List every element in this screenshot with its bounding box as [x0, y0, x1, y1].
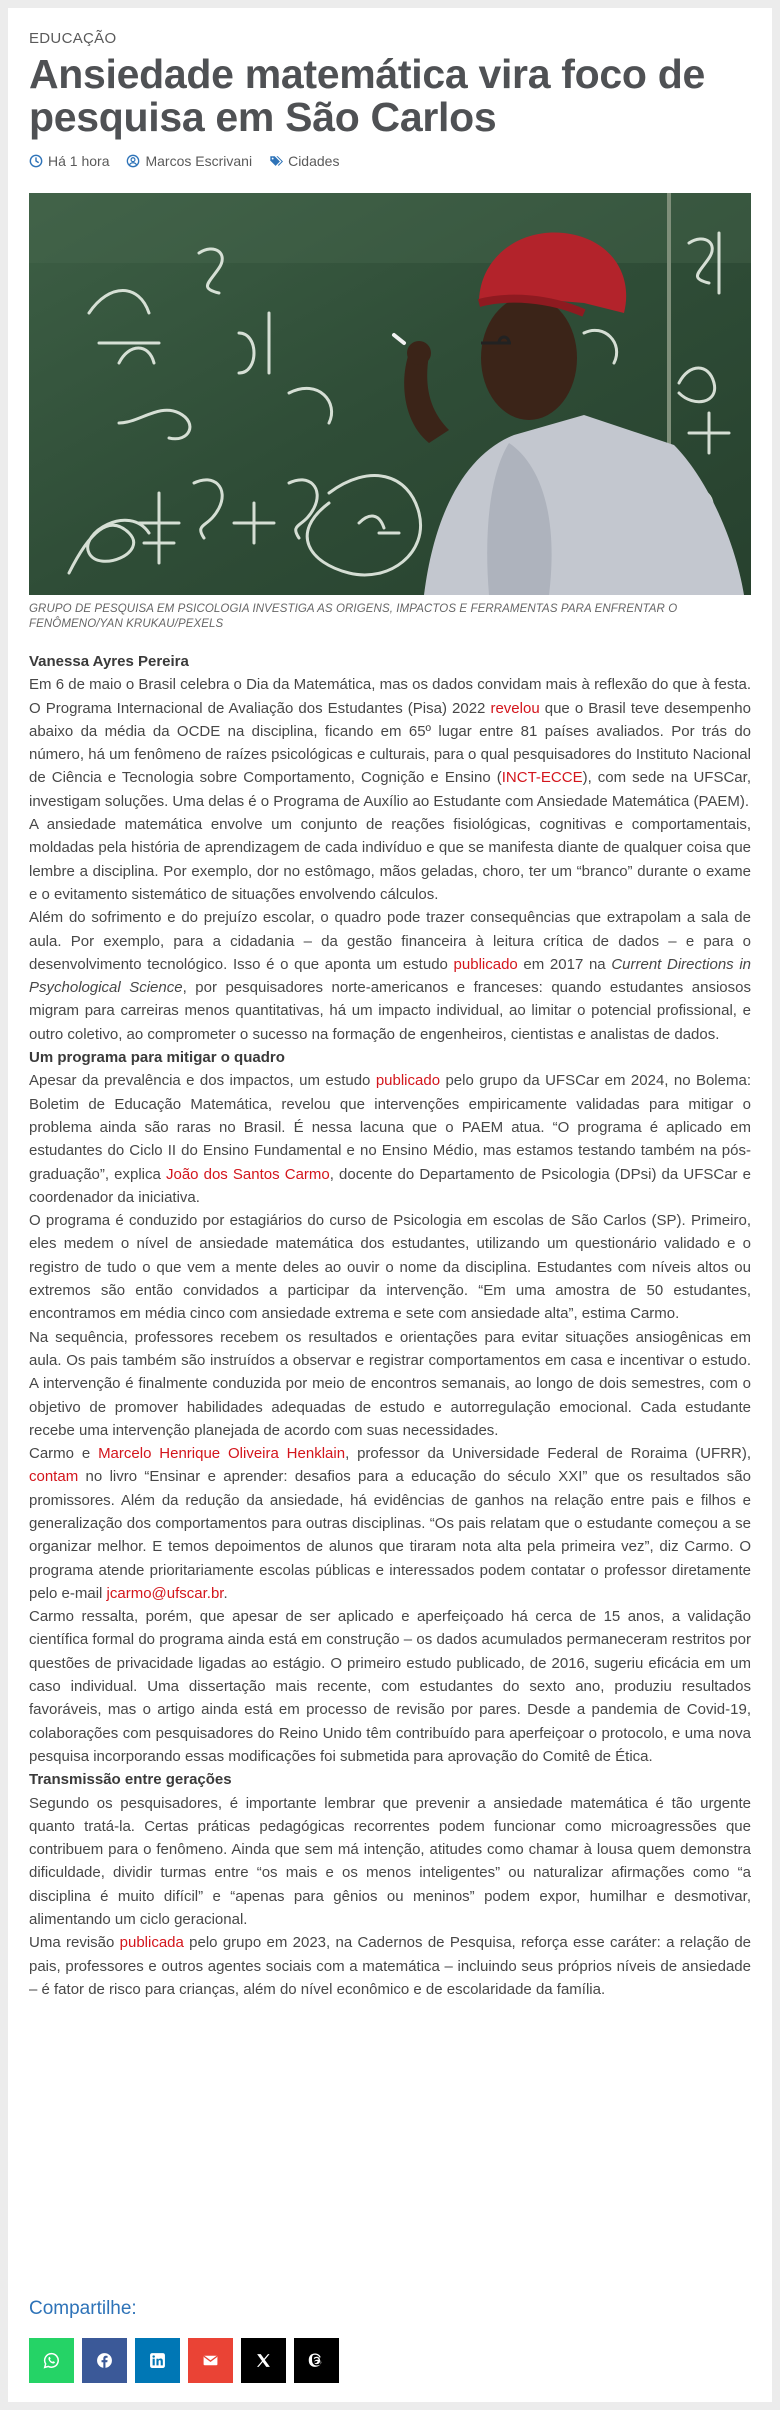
x-logo-icon [255, 2352, 272, 2369]
paragraph-6: Na sequência, professores recebem os resultados e orientações para evitar situações ansiogênicas em aula. Os pais também são instruídos a observar e registrar comportamentos em casa e incentivar o estudo. A intervenção é finalmente conduzida por meio de encontros semanais, ao longo de dois semestres, com o objetivo de promover habilidades adequadas de estudo e autorregulação emocional. Cada estudante recebe uma intervenção planejada de acordo com suas necessidades. [29, 1328, 751, 1439]
link-joao-carmo[interactable]: João dos Santos Carmo [165, 1165, 330, 1183]
meta-author[interactable] [126, 153, 252, 169]
link-marcelo-henklain[interactable]: Marcelo Henrique Oliveira Henklain [98, 1445, 346, 1463]
share-linkedin-button[interactable] [135, 2338, 180, 2383]
article-card [8, 8, 772, 2402]
paragraph-10: Uma revisão publicada pelo grupo em 2023, na Cadernos de Pesquisa, reforça esse caráter: a relação de pais, professores e outros agentes sociais com a matemática – incluindo seus próprios níveis de ansiedade – é fator de risco para crianças, além do nível econômico e de escolaridade da família. [29, 1934, 751, 1998]
envelope-icon [202, 2352, 219, 2369]
tags-icon [269, 154, 283, 168]
clock-icon [29, 154, 43, 168]
link-publicada-2023[interactable]: publicada [119, 1934, 184, 1952]
hero-image [29, 193, 751, 595]
meta-section-text[interactable]: Cidades [288, 153, 340, 169]
link-revelou[interactable]: revelou [490, 699, 540, 717]
byline: Vanessa Ayres Pereira [29, 653, 189, 670]
subheading-2: Transmissão entre gerações [29, 1771, 232, 1789]
link-publicado-2024[interactable]: publicado [375, 1072, 441, 1090]
article-meta [29, 153, 751, 169]
share-facebook-button[interactable] [82, 2338, 127, 2383]
share-threads-button[interactable] [294, 2338, 339, 2383]
paragraph-5: O programa é conduzido por estagiários do curso de Psicologia em escolas de São Carlos (SP). Primeiro, eles medem o nível de ansiedade matemática dos estudantes, utilizando um questionário validado e o registro de tudo o que vem a mente deles ao ouvir o nome da disciplina. Estudantes com níveis altos ou extremos são então convidados a participar da intervenção. “Em uma amostra de 50 estudantes, encontramos em média cinco com ansiedade extrema e sete com ansiedade alta”, estima Carmo. [29, 1212, 751, 1323]
whatsapp-icon [43, 2352, 60, 2369]
article-body [29, 650, 751, 2001]
paragraph-1: Em 6 de maio o Brasil celebra o Dia da Matemática, mas os dados convidam mais à reflexão do que à festa. O Programa Internacional de Avaliação dos Estudantes (Pisa) 2022 revelou que o Brasil teve desempenho abaixo da média da OCDE na disciplina, ficando em 65º lugar entre 81 países avaliados. Por trás do número, há um fenômeno de raízes psicológicas e culturais, para o qual pesquisadores do Instituto Nacional de Ciência e Tecnologia sobre Comportamento, Cognição e Ensino (INCT-ECCE), com sede na UFSCar, investigam soluções. Uma delas é o Programa de Auxílio ao Estudante com Ansiedade Matemática (PAEM). [29, 676, 751, 810]
meta-time [29, 153, 109, 169]
paragraph-8: Carmo ressalta, porém, que apesar de ser aplicado e aperfeiçoado há cerca de 15 anos, a validação científica formal do programa ainda está em construção – os dados acumulados permaneceram restritos por questões de privacidade ligadas ao estágio. O primeiro estudo publicado, de 2016, sugeriu eficácia em um caso individual. Uma dissertação mais recente, com estudantes do sexto ano, produziu resultados favoráveis, mas o artigo ainda está em processo de revisão por pares. Desde a pandemia de Covid-19, colaborações com pesquisadores do Reino Unido têm contribuído para aperfeiçoar o protocolo, e uma nova pesquisa incorporando essas modificações foi submetida para aprovação do Comitê de Ética. [29, 1608, 751, 1765]
share-whatsapp-button[interactable] [29, 2338, 74, 2383]
share-email-button[interactable] [188, 2338, 233, 2383]
meta-author-text[interactable]: Marcos Escrivani [145, 153, 253, 169]
category-label[interactable]: EDUCAÇÃO [29, 30, 117, 47]
facebook-icon [96, 2352, 113, 2369]
link-contam[interactable]: contam [29, 1468, 79, 1486]
paragraph-3: Além do sofrimento e do prejuízo escolar, o quadro pode trazer consequências que extrapolam a sala de aula. Por exemplo, para a cidadania – da gestão financeira à leitura crítica de dados – e para o desenvolvimento tecnológico. Isso é o que aponta um estudo publicado em 2017 na Current Directions in Psychological Science, por pesquisadores norte-americanos e franceses: quando estudantes ansiosos migram para carreiras menos quantitativas, há um impacto individual, ao limitar o potencial profissional, e outro coletivo, ao comprometer o sucesso na formação de engenheiros, cientistas e analistas de dados. [29, 909, 752, 1043]
linkedin-icon [149, 2352, 166, 2369]
image-caption: GRUPO DE PESQUISA EM PSICOLOGIA INVESTIGA AS ORIGENS, IMPACTOS E FERRAMENTAS PARA ENFRENTAR O FENÔMENO/YAN KRUKAU/PEXELS [29, 603, 678, 630]
subheading-1: Um programa para mitigar o quadro [29, 1049, 285, 1067]
link-inct-ecce[interactable]: INCT-ECCE [501, 769, 583, 787]
meta-section[interactable] [269, 153, 339, 169]
meta-time-text: Há 1 hora [48, 153, 110, 169]
article [29, 30, 751, 2001]
email-link[interactable]: jcarmo@ufscar.br [106, 1584, 224, 1602]
link-publicado-2017[interactable]: publicado [453, 955, 518, 973]
threads-icon [308, 2352, 325, 2369]
article-title: Ansiedade matemática vira foco de pesquisa em São Carlos [29, 51, 705, 140]
paragraph-4: Apesar da prevalência e dos impactos, um estudo publicado pelo grupo da UFSCar em 2024, no Bolema: Boletim de Educação Matemática, revelou que intervenções empiricamente validadas para mitigar o problema ainda são raras no Brasil. É nessa lacuna que o PAEM atua. “O programa é aplicado em estudantes do Ciclo II do Ensino Fundamental e no Ensino Médio, mas estamos testando também na pós-graduação”, explica João dos Santos Carmo, docente do Departamento de Psicologia (DPsi) da UFSCar e coordenador da iniciativa. [29, 1072, 751, 1206]
paragraph-2: A ansiedade matemática envolve um conjunto de reações fisiológicas, cognitivas e comportamentais, moldadas pela história de aprendizagem de cada indivíduo e que se manifesta diante de qualquer coisa que lembre a disciplina. Por exemplo, dor no estômago, mãos geladas, choro, ter um “branco” durante o exame e o evitamento sistemático de situações envolvendo cálculos. [29, 816, 751, 903]
paragraph-7: Carmo e Marcelo Henrique Oliveira Henklain, professor da Universidade Federal de Roraima (UFRR), contam no livro “Ensinar e aprender: desafios para a educação do século XXI” que os resultados são promissores. Além da redução da ansiedade, há evidências de ganhos na relação entre pais e filhos e generalização dos comportamentos para outras disciplinas. “Os pais relatam que o estudante começou a se organizar melhor. E temos depoimentos de alunos que tiraram nota alta pela primeira vez”, diz Carmo. O programa atende prioritariamente escolas públicas e interessados podem contatar o professor diretamente pelo e-mail jcarmo@ufscar.br. [29, 1445, 751, 1602]
share-label: Compartilhe: [29, 2298, 137, 2319]
share-buttons [29, 2338, 339, 2383]
journal-name: Current Directions in Psychological Science [29, 955, 752, 997]
paragraph-9: Segundo os pesquisadores, é importante lembrar que prevenir a ansiedade matemática é tão urgente quanto tratá-la. Certas práticas pedagógicas recorrentes podem funcionar como microagressões que contribuem para o fenômeno. Ainda que sem má intenção, atitudes como chamar à lousa quem demonstra dificuldade, dividir turmas entre “os mais e os menos inteligentes” ou naturalizar afirmações como “a disciplina é muito difícil” e “apenas para gênios ou meninos” podem expor, humilhar e desmotivar, alimentando um ciclo geracional. [29, 1794, 751, 1929]
share-x-button[interactable] [241, 2338, 286, 2383]
user-circle-icon [126, 154, 140, 168]
